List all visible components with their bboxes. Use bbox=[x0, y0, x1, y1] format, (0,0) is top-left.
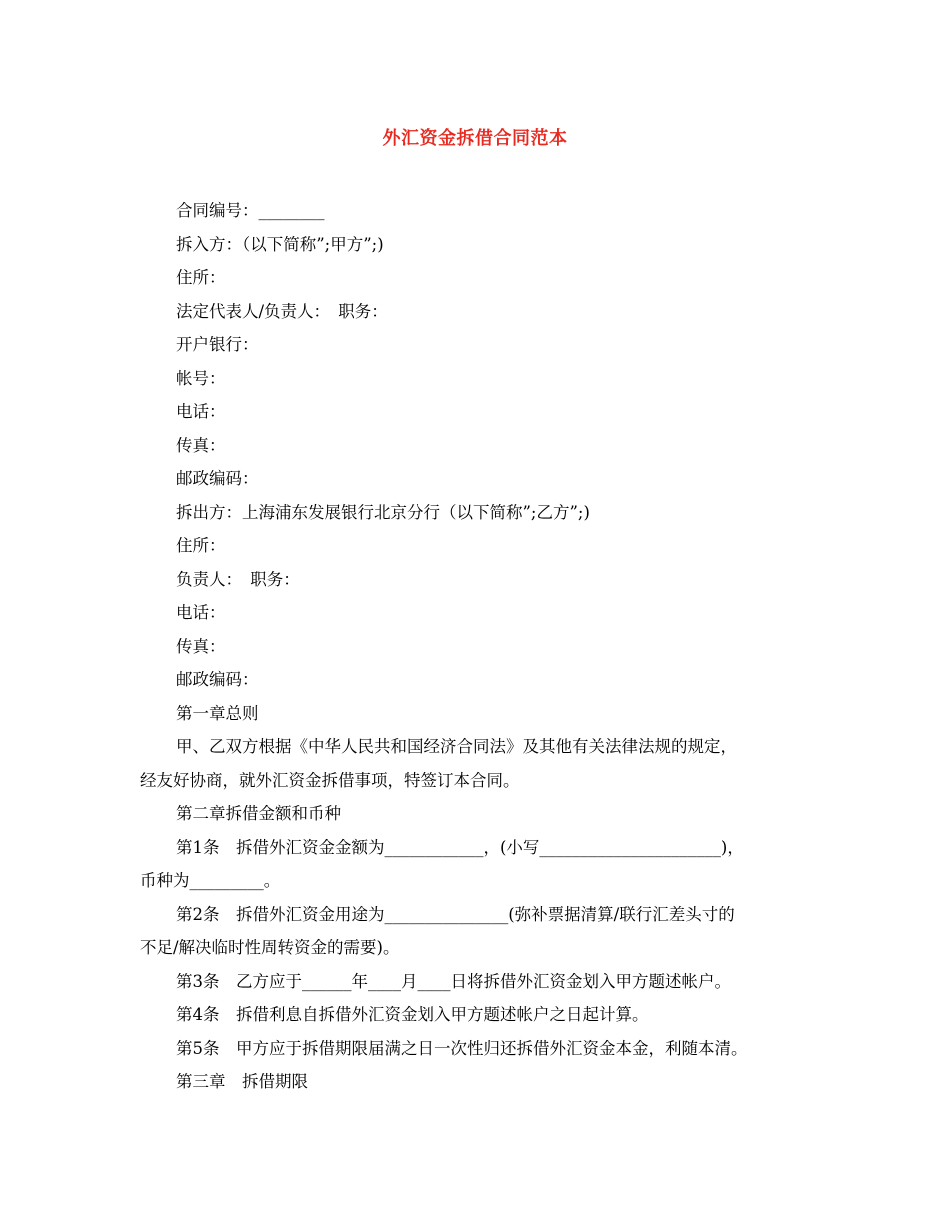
chapter-2-heading: 第二章拆借金额和币种 bbox=[176, 804, 341, 823]
borrower-account-line: 帐号： bbox=[176, 368, 226, 388]
article-1-line-2: 币种为_________。 bbox=[140, 871, 281, 890]
lender-fax-line: 传真： bbox=[176, 636, 226, 656]
chapter-1-heading: 第一章总则 bbox=[176, 703, 259, 723]
general-paragraph-line-2: 经友好协商，就外汇资金拆借事项，特签订本合同。 bbox=[140, 770, 520, 790]
article-4: 第4条 拆借利息自拆借外汇资金划入甲方题述帐户之日起计算。 bbox=[176, 1005, 649, 1024]
article-2-line-1: 第2条 拆借外汇资金用途为_______________(弥补票据清算/联行汇差头寸的 bbox=[176, 904, 735, 924]
lender-responsible-line: 负责人： 职务： bbox=[176, 569, 300, 589]
lender-address-line: 住所： bbox=[176, 536, 226, 555]
contract-number-line: 合同编号：________ bbox=[176, 201, 325, 220]
lender-postcode-line: 邮政编码： bbox=[176, 670, 259, 689]
borrower-postcode-line: 邮政编码： bbox=[176, 469, 259, 488]
borrower-bank-line: 开户银行： bbox=[176, 335, 259, 354]
article-5: 第5条 甲方应于拆借期限届满之日一次性归还拆借外汇资金本金，利随本清。 bbox=[176, 1038, 748, 1058]
document-title: 外汇资金拆借合同范本 bbox=[382, 128, 568, 149]
borrower-line: 拆入方：（以下简称”;甲方”;) bbox=[176, 234, 384, 254]
general-paragraph-line-1: 甲、乙双方根据《中华人民共和国经济合同法》及其他有关法律法规的规定， bbox=[176, 737, 737, 756]
chapter-3-heading: 第三章 拆借期限 bbox=[176, 1072, 308, 1091]
borrower-representative-line: 法定代表人/负责人： 职务： bbox=[176, 301, 388, 321]
borrower-fax-line: 传真： bbox=[176, 435, 226, 455]
lender-line: 拆出方：上海浦东发展银行北京分行（以下简称”;乙方”;) bbox=[176, 502, 590, 522]
article-3: 第3条 乙方应于______年____月____日将拆借外汇资金划入甲方题述帐户。 bbox=[176, 971, 731, 991]
borrower-address-line: 住所： bbox=[176, 268, 226, 287]
document-body bbox=[140, 194, 820, 1099]
lender-phone-line: 电话： bbox=[176, 603, 226, 622]
borrower-phone-line: 电话： bbox=[176, 402, 226, 421]
article-2-line-2: 不足/解决临时性周转资金的需要)。 bbox=[140, 938, 400, 957]
article-1-line-1: 第1条 拆借外汇资金金额为____________，(小写______________________)， bbox=[176, 837, 744, 857]
